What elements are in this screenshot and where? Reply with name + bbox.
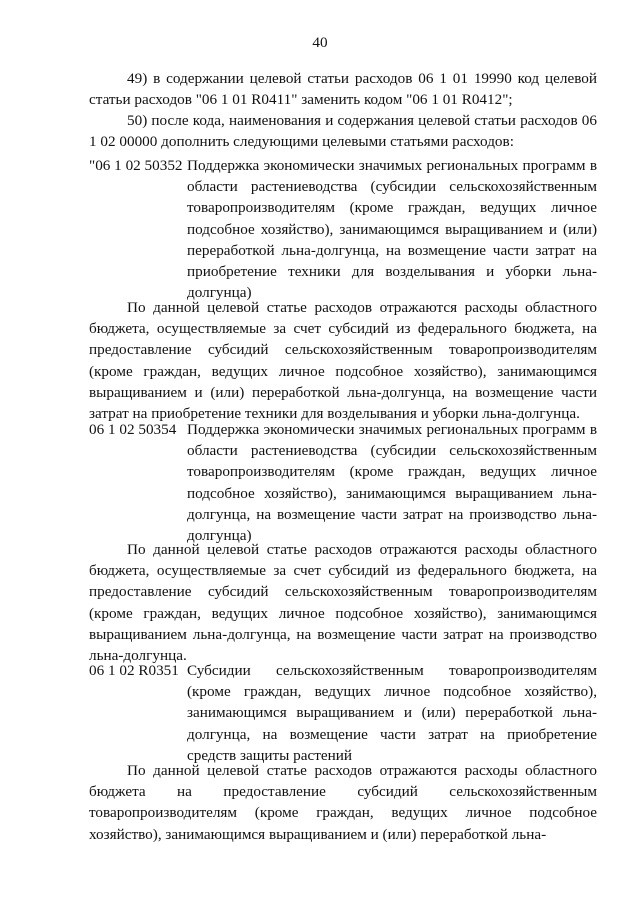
- article-title: Субсидии сельскохозяйственным товаропроизводителям (кроме граждан, ведущих личное подсобное хозяйство), занимающимся выращиванием и (или) переработкой льна-долгунца, на возмещение части затрат на приобретение средств защиты растений: [187, 662, 597, 764]
- article-code: 06 1 02 50354: [89, 421, 177, 438]
- article-code: 06 1 02 R0351: [89, 662, 179, 679]
- article-title: Поддержка экономически значимых региональных программ в области растениеводства (субсидии сельскохозяйственным товаропроизводителям (кроме граждан, ведущих личное подсобное хозяйство), занимающимся выращиванием льна-долгунца, на возмещение части затрат на производство льна-долгунца): [187, 421, 597, 545]
- article-description: По данной целевой статье расходов отражаются расходы областного бюджета, осуществляемые за счет субсидий из федерального бюджета, на предоставление субсидий сельскохозяйственным товаропроизводителям (кроме граждан, ведущих личное подсобное хозяйство), занимающимся выращиванием льна-долгунца, на возмещение части затрат на производство льна-долгунца.: [89, 541, 597, 665]
- article-description: По данной целевой статье расходов отражаются расходы областного бюджета на предоставление субсидий сельскохозяйственным товаропроизводителям (кроме граждан, ведущих личное подсобное хозяйство), занимающимся выращиванием и (или) переработкой льна-: [89, 762, 597, 843]
- article-title: Поддержка экономически значимых региональных программ в области растениеводства (субсидии сельскохозяйственным товаропроизводителям (кроме граждан, ведущих личное подсобное хозяйство), занимающимся выращиванием и (или) переработкой льна-долгунца, на возмещение части затрат на приобретение техники для возделывания и уборки льна-долгунца): [187, 157, 597, 302]
- page-number: 40: [312, 34, 328, 51]
- paragraph-item-49: 49) в содержании целевой статьи расходов 06 1 01 19990 код целевой статьи расходов "06 1 01 R0411" заменить кодом "06 1 01 R0412";: [89, 70, 597, 109]
- article-description: По данной целевой статье расходов отражаются расходы областного бюджета, осуществляемые за счет субсидий из федерального бюджета, на предоставление субсидий сельскохозяйственным товаропроизводителям (кроме граждан, ведущих личное подсобное хозяйство), занимающимся выращиванием и (или) переработкой льна-долгунца, на возмещение части затрат на приобретение техники для возделывания и уборки льна-долгунца.: [89, 299, 597, 423]
- paragraph-item-50: 50) после кода, наименования и содержания целевой статьи расходов 06 1 02 00000 дополнить следующими целевыми статьями расходов:: [89, 112, 597, 151]
- article-code: "06 1 02 50352: [89, 157, 183, 174]
